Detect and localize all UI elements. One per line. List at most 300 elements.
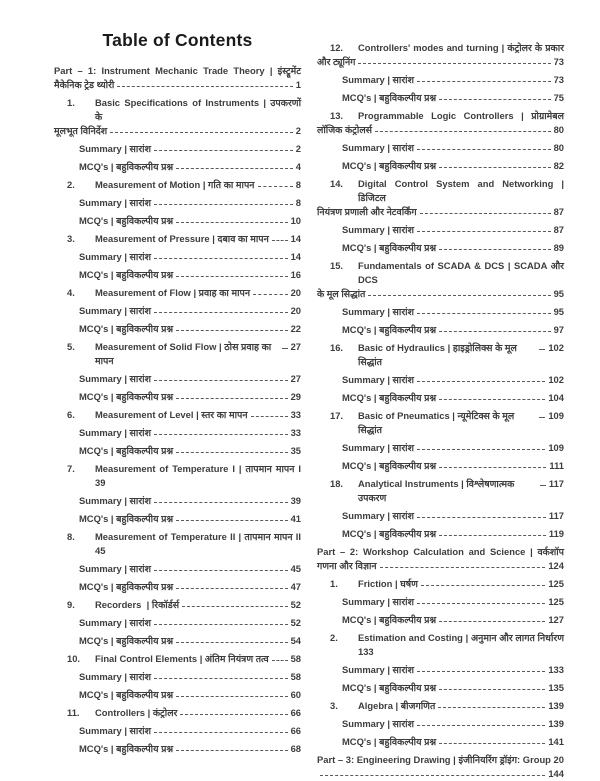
entry-text: Part – 2: Workshop Calculation and Science | वर्कशॉप	[317, 546, 564, 557]
toc-subentry	[317, 441, 564, 455]
toc-chapter-entry	[54, 598, 301, 612]
page-number: 10	[290, 215, 301, 226]
toc-line	[54, 634, 301, 648]
toc-line	[317, 559, 564, 573]
toc-line	[54, 462, 301, 476]
toc-line	[54, 408, 301, 422]
toc-chapter-entry	[317, 259, 567, 301]
toc-line	[54, 142, 301, 156]
dot-leader	[417, 517, 546, 518]
entry-text: 39	[95, 477, 106, 488]
entry-text: MCQ's | बहुविकल्पीय प्रश्न	[79, 445, 174, 456]
entry-text: Summary | सारांश	[79, 427, 151, 438]
dot-leader	[154, 624, 288, 625]
toc-line	[317, 91, 564, 105]
toc-chapter-entry	[54, 408, 301, 422]
chapter-number: 2.	[330, 632, 338, 643]
page-number: 14	[290, 251, 301, 262]
entry-text: Measurement of Flow | प्रवाह का मापन	[95, 287, 251, 298]
page-number: 39	[290, 495, 301, 506]
toc-line	[54, 724, 301, 738]
toc-subentry	[54, 444, 301, 458]
page-number: 1	[295, 79, 301, 90]
toc-subentry	[317, 595, 564, 609]
toc-line	[317, 441, 564, 455]
entry-text: MCQ's | बहुविकल्पीय प्रश्न	[342, 736, 437, 747]
chapter-number: 16.	[330, 342, 344, 353]
entry-text: Summary | सारांश	[79, 143, 151, 154]
toc-chapter-entry	[317, 577, 564, 591]
toc-subentry	[54, 494, 301, 508]
toc-line	[317, 527, 564, 541]
entry-text: Analytical Instruments | विश्लेषणात्मक उपकरण	[358, 478, 517, 503]
dot-leader	[176, 276, 287, 277]
chapter-number: 3.	[330, 700, 338, 711]
entry-text: MCQ's | बहुविकल्पीय प्रश्न	[342, 392, 437, 403]
toc-subentry	[317, 527, 564, 541]
dot-leader	[154, 434, 288, 435]
page-number: 97	[553, 324, 564, 335]
entry-text: Final Control Elements | अंतिम नियंत्रण तत्व	[95, 653, 269, 664]
entry-text: Summary | सारांश	[342, 374, 414, 385]
toc-line	[54, 304, 301, 318]
toc-chapter-entry	[317, 41, 564, 69]
page-number: 66	[290, 725, 301, 736]
toc-line	[54, 78, 301, 92]
toc-line	[317, 735, 564, 749]
page-number: 141	[548, 736, 564, 747]
toc-subentry	[54, 372, 301, 386]
entry-text: Summary | सारांश	[79, 305, 151, 316]
entry-text: Friction | घर्षण	[358, 578, 418, 589]
entry-text: Part – 3: Engineering Drawing | इंजीनियरिंग ड्रॉइंग: Group 20	[317, 754, 564, 765]
entry-text: MCQ's | बहुविकल्पीय प्रश्न	[342, 614, 437, 625]
toc-line	[317, 259, 567, 287]
page-number: 139	[548, 700, 564, 711]
dot-leader	[417, 313, 551, 314]
toc-line	[317, 159, 564, 173]
chapter-number: 18.	[330, 478, 344, 489]
page-number: 87	[553, 206, 564, 217]
toc-subentry	[54, 250, 301, 264]
entry-text: Summary | सारांश	[342, 224, 414, 235]
entry-text: Summary | सारांश	[79, 373, 151, 384]
dot-leader	[439, 331, 550, 332]
toc-line	[317, 55, 564, 69]
entry-text: Programmable Logic Controllers | प्रोग्रामेबल	[358, 110, 564, 121]
toc-line	[317, 373, 564, 387]
entry-text: MCQ's | बहुविकल्पीय प्रश्न	[79, 323, 174, 334]
dot-leader	[380, 567, 546, 568]
entry-text: Summary | सारांश	[79, 563, 151, 574]
dot-leader	[251, 416, 288, 417]
toc-line	[317, 391, 564, 405]
dot-leader	[182, 606, 288, 607]
page-number: 4	[295, 161, 301, 172]
entry-text: Summary | सारांश	[342, 306, 414, 317]
chapter-number: 2.	[67, 179, 75, 190]
page-number: 16	[290, 269, 301, 280]
entry-text: MCQ's | बहुविकल्पीय प्रश्न	[79, 689, 174, 700]
page-number: 68	[290, 743, 301, 754]
page-number: 109	[548, 410, 564, 421]
dot-leader	[176, 696, 287, 697]
toc-line	[54, 250, 301, 264]
toc-subentry	[317, 717, 564, 731]
entry-text: MCQ's | बहुविकल्पीय प्रश्न	[342, 160, 437, 171]
dot-leader	[154, 204, 293, 205]
page-number: 89	[553, 242, 564, 253]
page-number: 139	[548, 718, 564, 729]
chapter-number: 6.	[67, 409, 75, 420]
chapter-number: 12.	[330, 42, 344, 53]
toc-subentry	[54, 724, 301, 738]
toc-line	[317, 223, 564, 237]
toc-subentry	[317, 735, 564, 749]
toc-line	[54, 214, 301, 228]
page-number: 109	[548, 442, 564, 453]
entry-text: MCQ's | बहुविकल्पीय प्रश्न	[79, 161, 174, 172]
dot-leader	[258, 186, 293, 187]
page-number: 33	[290, 409, 301, 420]
page-number: 8	[295, 179, 301, 190]
page-number: 22	[290, 323, 301, 334]
toc-subentry	[54, 304, 301, 318]
dot-leader	[417, 449, 545, 450]
toc-line	[54, 96, 304, 124]
toc-subentry	[317, 681, 564, 695]
toc-line	[54, 544, 301, 558]
toc-line	[317, 241, 564, 255]
entry-text: MCQ's | बहुविकल्पीय प्रश्न	[342, 682, 437, 693]
entry-text: लॉजिक कंट्रोलर्स	[317, 124, 373, 135]
page-number: 8	[295, 197, 301, 208]
dot-leader	[320, 775, 545, 776]
toc-line	[54, 426, 301, 440]
toc-line	[317, 323, 564, 337]
entry-text: Summary | सारांश	[342, 142, 414, 153]
dot-leader	[154, 380, 288, 381]
entry-text: Summary | सारांश	[79, 251, 151, 262]
entry-text: Recorders | रिकॉर्डर्स	[95, 599, 180, 610]
toc-part-entry	[54, 64, 301, 92]
dot-leader	[154, 150, 293, 151]
dot-leader	[176, 520, 287, 521]
toc-chapter-entry	[54, 462, 301, 490]
page-number: 27	[290, 341, 301, 352]
toc-subentry	[54, 512, 301, 526]
page-number: 87	[553, 224, 564, 235]
dot-leader	[154, 258, 288, 259]
entry-text: Fundamentals of SCADA & DCS | SCADA और DCS	[358, 260, 567, 285]
toc-line	[54, 562, 301, 576]
toc-line	[54, 124, 301, 138]
toc-line	[54, 390, 301, 404]
chapter-number: 7.	[67, 463, 75, 474]
dot-leader	[417, 381, 545, 382]
toc-line	[54, 530, 301, 544]
dot-leader	[154, 678, 288, 679]
chapter-number: 3.	[67, 233, 75, 244]
page-number: 27	[290, 373, 301, 384]
page-number: 80	[553, 124, 564, 135]
entry-text: 45	[95, 545, 106, 556]
dot-leader	[439, 535, 546, 536]
toc-entries-right	[317, 41, 567, 781]
dot-leader	[176, 642, 287, 643]
dot-leader	[253, 294, 288, 295]
entry-text: Measurement of Temperature I | तापमान मापन I	[95, 463, 301, 474]
page-number: 135	[548, 682, 564, 693]
page-number: 117	[548, 510, 564, 521]
toc-line	[54, 598, 301, 612]
toc-chapter-entry	[317, 699, 564, 713]
entry-text: नियंत्रण प्रणाली और नेटवर्किंग	[317, 206, 417, 217]
toc-entries-left	[54, 64, 304, 756]
chapter-number: 8.	[67, 531, 75, 542]
page-number: 20	[290, 287, 301, 298]
toc-subentry	[317, 91, 564, 105]
toc-line	[54, 160, 301, 174]
page-number: 2	[295, 143, 301, 154]
entry-text: Algebra | बीजगणित	[358, 700, 436, 711]
dot-leader	[176, 588, 287, 589]
toc-chapter-entry	[54, 178, 301, 192]
chapter-number: 14.	[330, 178, 344, 189]
dot-leader	[439, 467, 546, 468]
dot-leader	[439, 249, 550, 250]
dot-leader	[176, 452, 287, 453]
page-number: 117	[548, 478, 564, 489]
toc-subentry	[317, 509, 564, 523]
page-number: 119	[548, 528, 564, 539]
chapter-number: 17.	[330, 410, 344, 421]
toc-subentry	[54, 562, 301, 576]
toc-chapter-entry	[54, 706, 301, 720]
entry-text: Summary | सारांश	[79, 197, 151, 208]
chapter-number: 9.	[67, 599, 75, 610]
entry-text: MCQ's | बहुविकल्पीय प्रश्न	[342, 324, 437, 335]
toc-subentry	[54, 742, 301, 756]
toc-chapter-entry	[317, 477, 564, 505]
toc-subentry	[54, 634, 301, 648]
entry-text: Controllers' modes and turning | कंट्रोलर के प्रकार	[358, 42, 564, 53]
toc-line	[317, 767, 564, 781]
dot-leader	[439, 167, 550, 168]
entry-text: MCQ's | बहुविकल्पीय प्रश्न	[79, 269, 174, 280]
dot-leader	[439, 743, 545, 744]
entry-text: Summary | सारांश	[342, 74, 414, 85]
page-number: 144	[548, 768, 564, 779]
toc-line	[317, 109, 564, 123]
toc-subentry	[54, 580, 301, 594]
toc-line	[54, 372, 301, 386]
entry-text: Controllers | कंट्रोलर	[95, 707, 178, 718]
page-number: 54	[290, 635, 301, 646]
entry-text: Summary | सारांश	[79, 495, 151, 506]
toc-line	[317, 717, 564, 731]
toc-subentry	[54, 322, 301, 336]
dot-leader	[176, 398, 287, 399]
toc-chapter-entry	[317, 631, 564, 659]
toc-line	[54, 322, 301, 336]
toc-chapter-entry	[54, 96, 304, 138]
toc-chapter-entry	[317, 409, 564, 437]
toc-subentry	[317, 613, 564, 627]
toc-line	[317, 681, 564, 695]
dot-leader	[368, 295, 550, 296]
page-number: 35	[290, 445, 301, 456]
toc-subentry	[317, 141, 564, 155]
entry-text: MCQ's | बहुविकल्पीय प्रश्न	[79, 513, 174, 524]
toc-subentry	[54, 268, 301, 282]
dot-leader	[176, 750, 287, 751]
toc-line	[317, 663, 564, 677]
toc-subentry	[54, 160, 301, 174]
toc-line	[317, 409, 564, 437]
toc-subentry	[317, 241, 564, 255]
entry-text: Estimation and Costing | अनुमान और लागत निर्धारण	[358, 632, 564, 643]
page-number: 95	[553, 306, 564, 317]
toc-subentry	[54, 616, 301, 630]
chapter-number: 11.	[67, 707, 80, 718]
entry-text: MCQ's | बहुविकल्पीय प्रश्न	[79, 391, 174, 402]
toc-line	[317, 753, 564, 767]
toc-line	[54, 232, 301, 246]
entry-text: Basic of Hydraulics | हाइड्रोलिक्स के मूल सिद्धांत	[358, 342, 520, 367]
toc-column-left	[54, 28, 304, 760]
toc-line	[317, 613, 564, 627]
toc-line	[317, 73, 564, 87]
entry-text: MCQ's | बहुविकल्पीय प्रश्न	[342, 460, 437, 471]
toc-line	[54, 670, 301, 684]
toc-line	[317, 341, 564, 369]
entry-text: Summary | सारांश	[79, 725, 151, 736]
toc-chapter-entry	[54, 340, 301, 368]
page-number: 75	[553, 92, 564, 103]
page-number: 58	[290, 671, 301, 682]
entry-text: MCQ's | बहुविकल्पीय प्रश्न	[79, 743, 174, 754]
page-number: 95	[553, 288, 564, 299]
toc-subentry	[317, 223, 564, 237]
toc-line	[317, 177, 567, 205]
chapter-number: 15.	[330, 260, 344, 271]
entry-text: Digital Control System and Networking | डिजिटल	[358, 178, 567, 203]
page-number: 80	[553, 142, 564, 153]
dot-leader	[154, 312, 288, 313]
dot-leader	[282, 348, 288, 349]
dot-leader	[438, 707, 545, 708]
dot-leader	[539, 417, 545, 418]
page-number: 14	[290, 233, 301, 244]
toc-subentry	[54, 426, 301, 440]
toc-line	[54, 340, 301, 368]
page-number: 102	[548, 374, 564, 385]
toc-chapter-entry	[54, 286, 301, 300]
dot-leader	[272, 660, 288, 661]
page-number: 124	[548, 560, 564, 571]
toc-line	[54, 580, 301, 594]
toc-line	[54, 64, 301, 78]
toc-subentry	[54, 196, 301, 210]
chapter-number: 13.	[330, 110, 344, 121]
dot-leader	[176, 330, 287, 331]
toc-line	[317, 699, 564, 713]
dot-leader	[417, 231, 551, 232]
entry-text: Summary | सारांश	[79, 617, 151, 628]
dot-leader	[176, 168, 293, 169]
page-number: 102	[548, 342, 564, 353]
toc-column-right	[317, 28, 567, 779]
toc-line	[54, 742, 301, 756]
toc-part-entry	[317, 545, 564, 573]
toc-subentry	[317, 373, 564, 387]
entry-text: MCQ's | बहुविकल्पीय प्रश्न	[79, 635, 174, 646]
page-number: 127	[548, 614, 564, 625]
toc-subentry	[54, 670, 301, 684]
entry-text: Measurement of Temperature II | तापमान मापन II	[95, 531, 301, 542]
entry-text: Basic of Pneumatics | न्यूमेटिक्स के मूल सिद्धांत	[358, 410, 517, 435]
toc-chapter-entry	[317, 341, 564, 369]
toc-line	[317, 645, 564, 659]
toc-subentry	[54, 688, 301, 702]
page-number: 60	[290, 689, 301, 700]
toc-line	[54, 444, 301, 458]
dot-leader	[417, 81, 551, 82]
entry-text: Measurement of Motion | गति का मापन	[95, 179, 255, 190]
toc-line	[317, 459, 564, 473]
toc-chapter-entry	[317, 109, 564, 137]
toc-line	[54, 706, 301, 720]
page-number: 125	[548, 596, 564, 607]
toc-line	[54, 178, 301, 192]
toc-line	[54, 652, 301, 666]
toc-line	[317, 509, 564, 523]
entry-text: Basic Specifications of Instruments | उपकरणों के	[95, 97, 304, 122]
dot-leader	[180, 714, 287, 715]
page-number: 2	[295, 125, 301, 136]
page-number: 33	[290, 427, 301, 438]
toc-subentry	[317, 323, 564, 337]
entry-text: MCQ's | बहुविकल्पीय प्रश्न	[79, 581, 174, 592]
entry-text: और ट्यूनिंग	[317, 56, 356, 67]
toc-line	[317, 631, 564, 645]
toc-line	[317, 305, 564, 319]
toc-line	[54, 688, 301, 702]
dot-leader	[417, 603, 545, 604]
toc-subentry	[54, 214, 301, 228]
entry-text: मैकेनिक ट्रेड थ्योरी	[54, 79, 115, 90]
page-number: 73	[553, 74, 564, 85]
page-number: 66	[290, 707, 301, 718]
entry-text: Part – 1: Instrument Mechanic Trade Theory | इंस्ट्रूमेंट	[54, 65, 301, 76]
dot-leader	[154, 732, 288, 733]
dot-leader	[358, 63, 550, 64]
toc-line	[317, 577, 564, 591]
entry-text: Summary | सारांश	[342, 442, 414, 453]
toc-line	[54, 196, 301, 210]
dot-leader	[176, 222, 287, 223]
entry-text: MCQ's | बहुविकल्पीय प्रश्न	[342, 92, 437, 103]
entry-text: मूलभूत विनिर्देश	[54, 125, 108, 136]
toc-line	[317, 595, 564, 609]
entry-text: गणना और विज्ञान	[317, 560, 377, 571]
page-number: 82	[553, 160, 564, 171]
dot-leader	[117, 86, 292, 87]
page-number: 29	[290, 391, 301, 402]
toc-part-entry	[317, 753, 564, 781]
entry-text: MCQ's | बहुविकल्पीय प्रश्न	[342, 242, 437, 253]
